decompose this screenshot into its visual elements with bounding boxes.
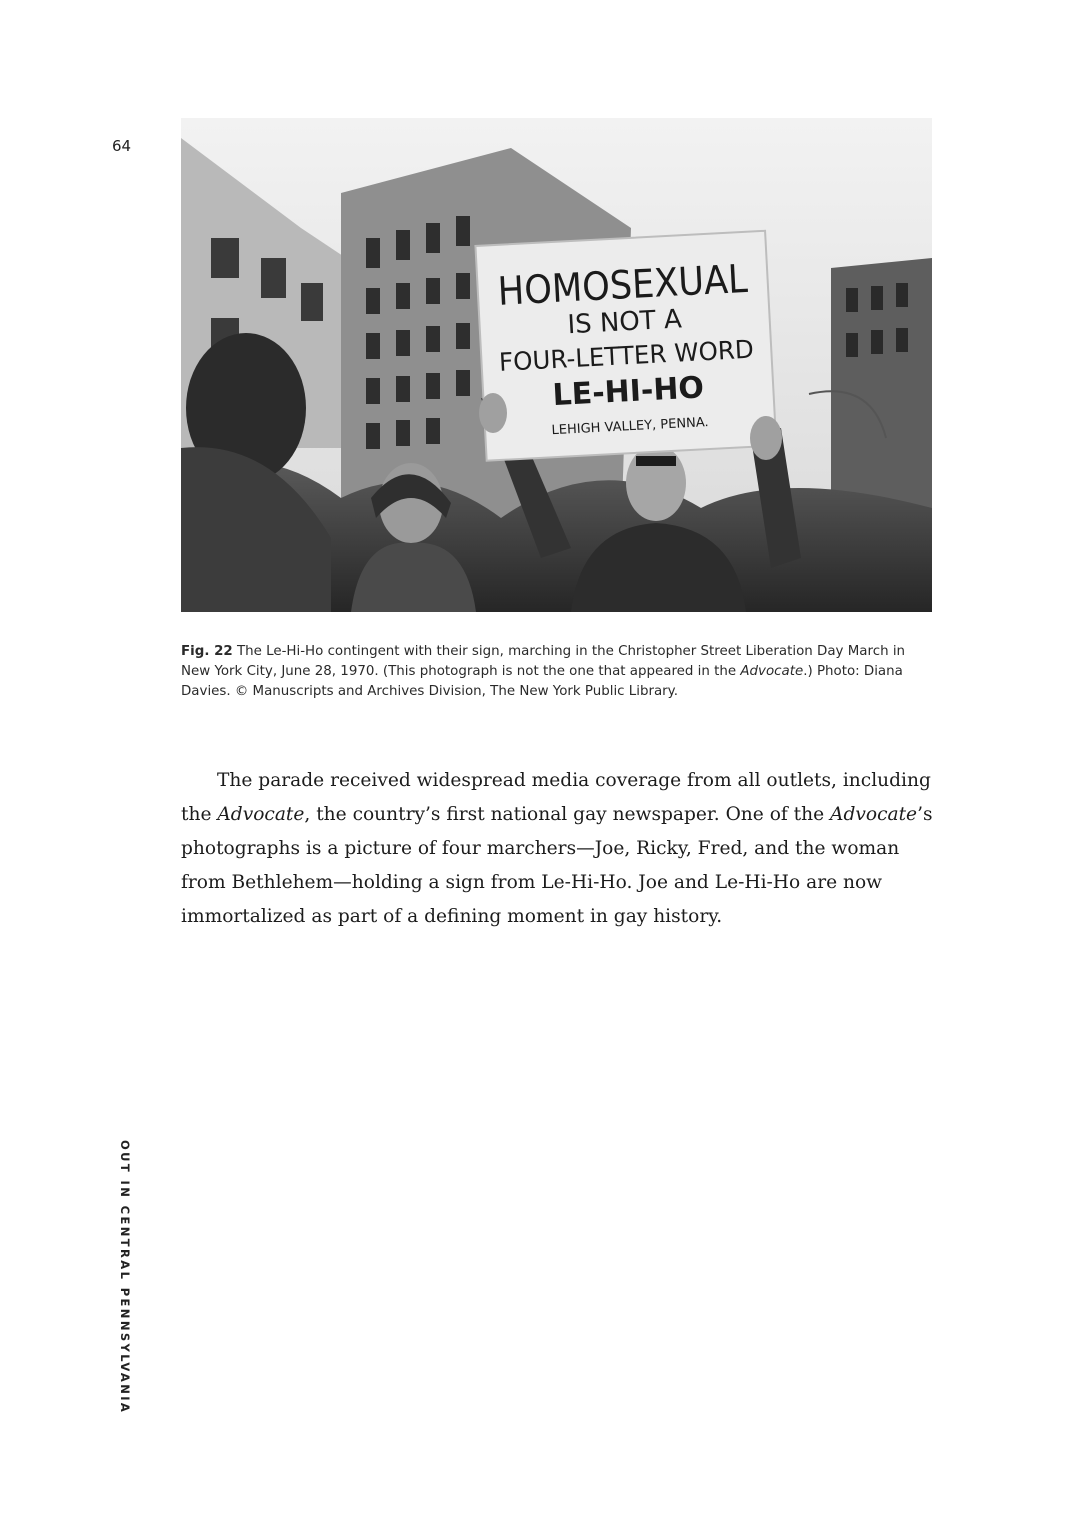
body-text-part: , the country’s first national gay newspaper. One of the: [304, 804, 831, 825]
body-text-part: ’s photographs is a picture of four marchers—Joe, Ricky, Fred, and the woman from Bethlehem—holding a sign from Le-Hi-Ho. Joe and Le-Hi-Ho are now immortalized as part of a defining moment in gay history.: [181, 804, 933, 927]
caption-text-end: .) Photo: Diana Davies. © Manuscripts and Archives Division, The New York Public Library.: [181, 664, 903, 699]
sign-line-1: HOMOSEXUAL: [496, 255, 777, 315]
sign-line-4: LE-HI-HO: [551, 370, 705, 414]
caption-text: The Le-Hi-Ho contingent with their sign, marching in the Christopher Street Liberation Day March in New York City, June 28, 1970. (This photograph is not the one that appeared in the: [181, 644, 906, 679]
sign-line-5: LEHIGH VALLEY, PENNA.: [551, 415, 710, 439]
page-number: 64: [112, 137, 132, 155]
running-head: OUT IN CENTRAL PENNSYLVANIA: [118, 1140, 132, 1415]
photograph: [181, 118, 932, 612]
photograph-illustration: [181, 118, 932, 612]
body-italic: Advocate: [830, 804, 918, 825]
sign-line-2: IS NOT A: [566, 304, 683, 341]
sign-line-3: FOUR-LETTER WORD: [498, 334, 760, 377]
figure-label: Fig. 22: [181, 644, 233, 659]
body-text-part: The parade received widespread media coverage from all outlets, including the: [181, 770, 931, 825]
figure-caption: [181, 642, 933, 702]
body-text: [181, 764, 936, 934]
body-paragraph: [181, 764, 936, 934]
caption-italic: Advocate: [740, 664, 804, 679]
body-italic: Advocate: [217, 804, 305, 825]
